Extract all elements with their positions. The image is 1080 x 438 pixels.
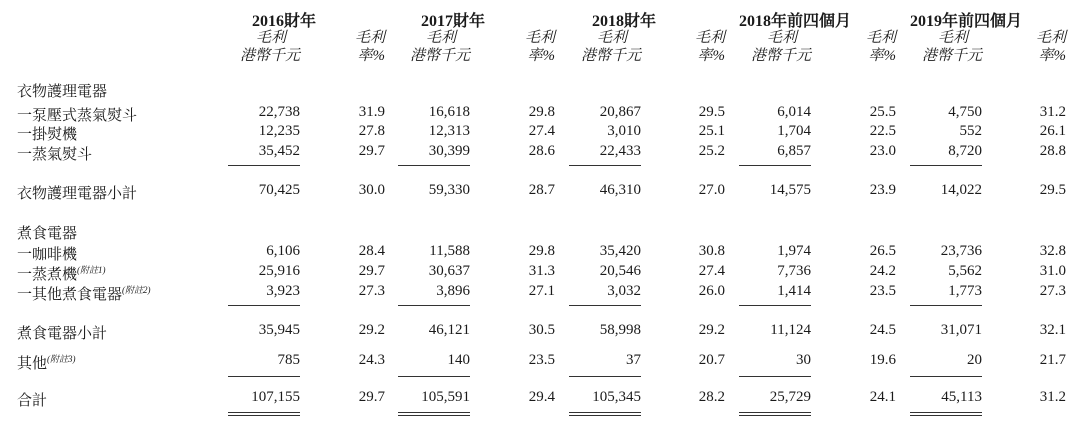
margin-cell: 31.9 [358, 104, 385, 120]
row-label [17, 143, 92, 164]
header-line: 毛利 [425, 30, 456, 46]
subtotal-rule [739, 376, 811, 377]
gross-profit-cell: 3,032 [607, 283, 641, 299]
gross-profit-cell: 3,923 [266, 283, 300, 299]
header-line: 毛利 [255, 30, 286, 46]
margin-cell: 32.1 [1039, 322, 1066, 338]
header-line: 毛利 [766, 30, 797, 46]
row-label [17, 222, 77, 243]
gross-profit-cell: 107,155 [251, 389, 300, 405]
gross-profit-cell: 1,773 [948, 283, 982, 299]
revenue-col-header [721, 29, 811, 65]
margin-cell: 20.7 [698, 352, 725, 368]
margin-cell: 24.2 [869, 263, 896, 279]
margin-cell: 26.5 [869, 243, 896, 259]
period-header: 2019年前四個月 [909, 13, 1022, 30]
gross-profit-cell: 37 [626, 352, 641, 368]
margin-cell: 29.8 [528, 243, 555, 259]
header-line: 毛利 [937, 30, 968, 46]
gross-profit-cell: 785 [277, 352, 300, 368]
gross-profit-cell: 35,945 [258, 322, 300, 338]
margin-col-header [665, 29, 725, 65]
row-label [17, 182, 137, 203]
total-rule-top [569, 412, 641, 413]
margin-cell: 27.8 [358, 123, 385, 139]
margin-cell: 23.9 [869, 182, 896, 198]
margin-cell: 27.4 [698, 263, 725, 279]
margin-cell: 29.2 [698, 322, 725, 338]
header-line: 毛利 [524, 30, 555, 46]
margin-cell: 26.1 [1039, 123, 1066, 139]
margin-cell: 29.7 [358, 389, 385, 405]
margin-cell: 23.5 [869, 283, 896, 299]
margin-cell: 19.6 [869, 352, 896, 368]
row-label [17, 263, 106, 284]
margin-cell: 29.5 [698, 104, 725, 120]
subtotal-rule [398, 165, 470, 166]
row-label [17, 322, 107, 343]
gross-profit-cell: 22,738 [258, 104, 300, 120]
header-line: 港幣千元 [921, 48, 982, 64]
header-line: 港幣千元 [239, 48, 300, 64]
gross-profit-cell: 4,750 [948, 104, 982, 120]
header-line: 港幣千元 [580, 48, 641, 64]
margin-cell: 24.5 [869, 322, 896, 338]
margin-cell: 27.0 [698, 182, 725, 198]
subtotal-rule [739, 165, 811, 166]
gross-profit-cell: 22,433 [599, 143, 641, 159]
subtotal-rule [910, 376, 982, 377]
gross-profit-cell: 7,736 [777, 263, 811, 279]
gross-profit-cell: 35,420 [599, 243, 641, 259]
total-rule-top [739, 412, 811, 413]
header-line: 率% [527, 48, 555, 64]
gross-profit-cell: 12,313 [428, 123, 470, 139]
gross-profit-cell: 105,345 [592, 389, 641, 405]
margin-cell: 23.0 [869, 143, 896, 159]
gross-profit-cell: 1,414 [777, 283, 811, 299]
period-header: 2017財年 [420, 13, 485, 30]
subtotal-rule [910, 165, 982, 166]
margin-cell: 31.2 [1039, 104, 1066, 120]
period-header: 2018年前四個月 [738, 13, 851, 30]
gross-profit-cell: 6,857 [777, 143, 811, 159]
gross-profit-cell: 46,310 [599, 182, 641, 198]
margin-cell: 29.7 [358, 263, 385, 279]
row-label-text: 一泵壓式蒸氣熨斗 [17, 108, 138, 124]
margin-cell: 25.5 [869, 104, 896, 120]
gross-profit-cell: 70,425 [258, 182, 300, 198]
gross-profit-cell: 3,010 [607, 123, 641, 139]
margin-cell: 31.3 [528, 263, 555, 279]
header-line: 港幣千元 [409, 48, 470, 64]
row-label-text: 一咖啡機 [17, 247, 78, 263]
margin-cell: 24.3 [358, 352, 385, 368]
margin-cell: 25.2 [698, 143, 725, 159]
margin-cell: 29.4 [528, 389, 555, 405]
gross-profit-cell: 31,071 [940, 322, 982, 338]
gross-profit-cell: 20,867 [599, 104, 641, 120]
subtotal-rule [398, 376, 470, 377]
margin-col-header [495, 29, 555, 65]
margin-col-header [325, 29, 385, 65]
footnote-ref: (附註1) [77, 265, 106, 275]
header-line: 毛利 [1035, 30, 1066, 46]
footnote-ref: (附註2) [122, 285, 151, 295]
total-rule-bottom [398, 415, 470, 416]
gross-profit-cell: 14,575 [769, 182, 811, 198]
revenue-col-header [892, 29, 982, 65]
margin-cell: 31.0 [1039, 263, 1066, 279]
row-label [17, 352, 76, 373]
header-line: 率% [357, 48, 385, 64]
gross-profit-cell: 45,113 [941, 389, 982, 405]
margin-cell: 25.1 [698, 123, 725, 139]
gross-profit-cell: 3,896 [436, 283, 470, 299]
header-line: 毛利 [354, 30, 385, 46]
gross-profit-cell: 8,720 [948, 143, 982, 159]
gross-profit-cell: 1,974 [777, 243, 811, 259]
row-label-text: 衣物護理電器 [17, 84, 108, 100]
gross-profit-cell: 58,998 [599, 322, 641, 338]
gross-profit-cell: 12,235 [258, 123, 300, 139]
gross-profit-cell: 20,546 [599, 263, 641, 279]
margin-cell: 27.3 [358, 283, 385, 299]
row-label-text: 合計 [17, 393, 48, 409]
margin-cell: 32.8 [1039, 243, 1066, 259]
margin-cell: 31.2 [1039, 389, 1066, 405]
margin-col-header [1006, 29, 1066, 65]
row-label-text: 一蒸氣熨斗 [17, 147, 93, 163]
total-rule-top [910, 412, 982, 413]
margin-cell: 28.4 [358, 243, 385, 259]
row-label [17, 283, 151, 304]
gross-profit-cell: 14,022 [940, 182, 982, 198]
margin-cell: 27.4 [528, 123, 555, 139]
gross-profit-cell: 552 [959, 123, 982, 139]
margin-cell: 28.7 [528, 182, 555, 198]
header-line: 港幣千元 [750, 48, 811, 64]
subtotal-rule [569, 305, 641, 306]
subtotal-rule [569, 165, 641, 166]
subtotal-rule [569, 376, 641, 377]
footnote-ref: (附註3) [47, 354, 76, 364]
header-line: 率% [1038, 48, 1066, 64]
row-label-text: 一掛熨機 [17, 127, 78, 143]
row-label-text: 其他 [17, 356, 48, 372]
row-label-text: 一其他煮食電器 [17, 287, 123, 303]
gross-profit-cell: 25,729 [769, 389, 811, 405]
gross-profit-cell: 11,588 [429, 243, 470, 259]
total-rule-top [228, 412, 300, 413]
revenue-col-header [210, 29, 300, 65]
gross-profit-cell: 30,637 [428, 263, 470, 279]
row-label-text: 衣物護理電器小計 [17, 186, 138, 202]
header-line: 毛利 [694, 30, 725, 46]
row-label [17, 389, 47, 410]
margin-cell: 28.2 [698, 389, 725, 405]
margin-cell: 27.3 [1039, 283, 1066, 299]
gross-profit-cell: 16,618 [428, 104, 470, 120]
gross-profit-cell: 30 [796, 352, 811, 368]
row-label [17, 243, 77, 264]
margin-cell: 27.1 [528, 283, 555, 299]
gross-profit-cell: 1,704 [777, 123, 811, 139]
row-label [17, 123, 77, 144]
subtotal-rule [910, 305, 982, 306]
total-rule-bottom [228, 415, 300, 416]
subtotal-rule [398, 305, 470, 306]
header-line: 率% [697, 48, 725, 64]
row-label [17, 104, 137, 125]
margin-cell: 29.7 [358, 143, 385, 159]
gross-profit-cell: 30,399 [428, 143, 470, 159]
header-line: 毛利 [865, 30, 896, 46]
margin-cell: 28.6 [528, 143, 555, 159]
subtotal-rule [739, 305, 811, 306]
margin-cell: 26.0 [698, 283, 725, 299]
gross-profit-cell: 6,106 [266, 243, 300, 259]
gross-profit-cell: 6,014 [777, 104, 811, 120]
row-label-text: 一蒸煮機 [17, 267, 78, 283]
header-line: 率% [868, 48, 896, 64]
margin-cell: 29.8 [528, 104, 555, 120]
period-header: 2016財年 [251, 13, 316, 30]
margin-cell: 23.5 [528, 352, 555, 368]
gross-profit-cell: 35,452 [258, 143, 300, 159]
subtotal-rule [228, 165, 300, 166]
gross-profit-cell: 11,124 [770, 322, 811, 338]
gross-profit-cell: 140 [447, 352, 470, 368]
margin-cell: 22.5 [869, 123, 896, 139]
gross-profit-cell: 105,591 [421, 389, 470, 405]
margin-cell: 21.7 [1039, 352, 1066, 368]
subtotal-rule [228, 376, 300, 377]
total-rule-top [398, 412, 470, 413]
gross-profit-cell: 5,562 [948, 263, 982, 279]
total-rule-bottom [739, 415, 811, 416]
total-rule-bottom [910, 415, 982, 416]
revenue-col-header [551, 29, 641, 65]
margin-cell: 30.0 [358, 182, 385, 198]
margin-cell: 24.1 [869, 389, 896, 405]
header-line: 毛利 [596, 30, 627, 46]
row-label-text: 煮食電器小計 [17, 326, 108, 342]
margin-cell: 30.5 [528, 322, 555, 338]
row-label [17, 80, 107, 101]
gross-profit-cell: 25,916 [258, 263, 300, 279]
margin-cell: 30.8 [698, 243, 725, 259]
subtotal-rule [228, 305, 300, 306]
gross-profit-cell: 20 [967, 352, 982, 368]
gross-profit-cell: 46,121 [428, 322, 470, 338]
gross-profit-cell: 59,330 [428, 182, 470, 198]
total-rule-bottom [569, 415, 641, 416]
row-label-text: 煮食電器 [17, 226, 78, 242]
margin-col-header [836, 29, 896, 65]
margin-cell: 29.2 [358, 322, 385, 338]
margin-cell: 29.5 [1039, 182, 1066, 198]
gross-profit-cell: 23,736 [940, 243, 982, 259]
revenue-col-header [380, 29, 470, 65]
period-header: 2018財年 [591, 13, 656, 30]
margin-cell: 28.8 [1039, 143, 1066, 159]
